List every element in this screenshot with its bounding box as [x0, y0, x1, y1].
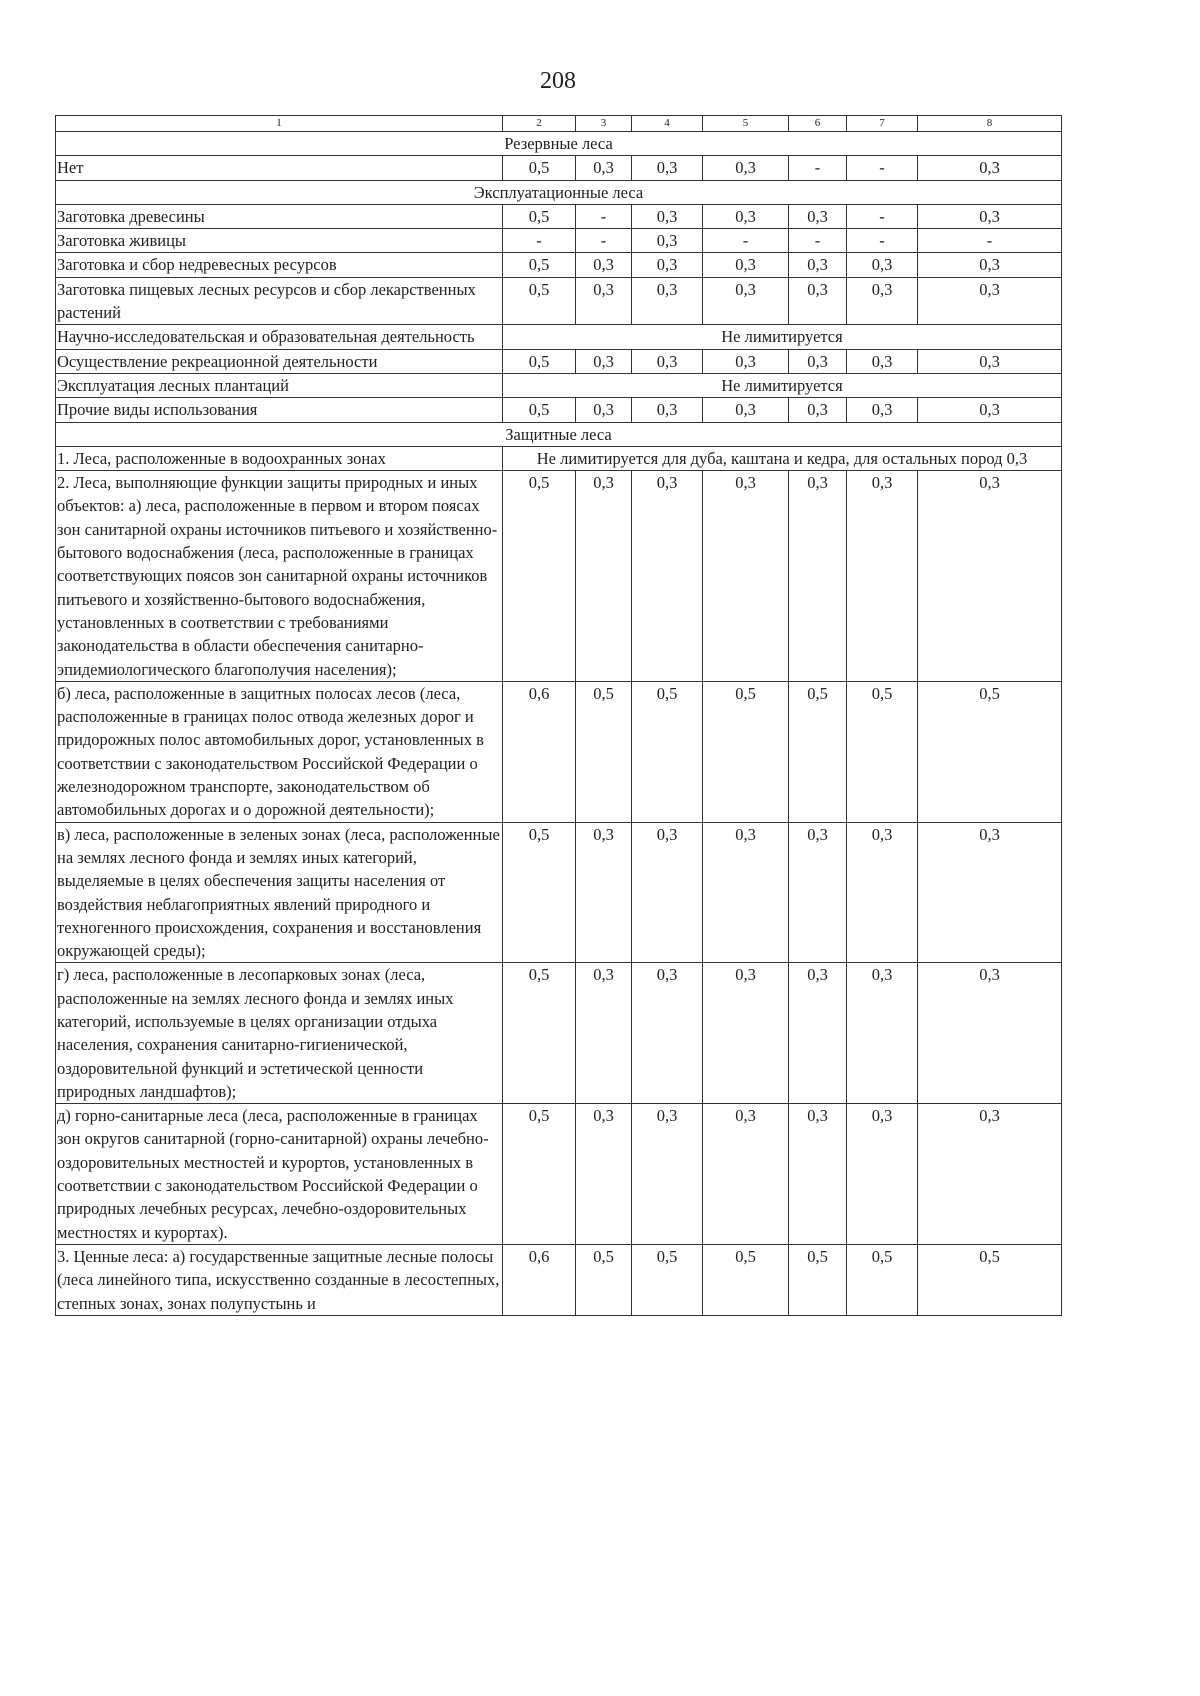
value-cell: 0,3	[703, 471, 789, 682]
section-row	[56, 132, 1062, 156]
value-cell: 0,3	[632, 398, 703, 422]
value-cell: 0,5	[503, 822, 576, 963]
row-label: Эксплуатация лесных плантаций	[56, 373, 503, 397]
value-cell: 0,5	[703, 681, 789, 822]
value-cell: 0,3	[576, 349, 632, 373]
value-cell: 0,3	[632, 349, 703, 373]
value-cell: -	[789, 229, 847, 253]
value-cell: 0,3	[632, 1104, 703, 1245]
row-label: Прочие виды использования	[56, 398, 503, 422]
value-cell: -	[789, 156, 847, 180]
table-row	[56, 349, 1062, 373]
row-label: Осуществление рекреационной деятельности	[56, 349, 503, 373]
column-number-cell: 8	[918, 116, 1062, 132]
value-cell: 0,5	[503, 204, 576, 228]
column-number-cell: 7	[847, 116, 918, 132]
value-cell: 0,3	[632, 277, 703, 325]
value-cell: 0,5	[503, 277, 576, 325]
value-cell: 0,3	[703, 156, 789, 180]
value-cell: 0,5	[503, 398, 576, 422]
section-title: Защитные леса	[56, 422, 1062, 446]
value-cell: 0,3	[789, 1104, 847, 1245]
row-label: 2. Леса, выполняющие функции защиты природных и иных объектов: а) леса, расположенные в первом и втором поясах зон санитарной охраны источников питьевого и хозяйственно-бытового водоснабжения (леса, расположенные в границах соответствующих поясов зон санитарной охраны источников питьевого и хозяйственно-бытового водоснабжения, установленных в соответствии с требованиями законодательства в области обеспечения санитарно-эпидемиологического благополучия населения);	[56, 471, 503, 682]
value-cell: 0,3	[918, 822, 1062, 963]
value-cell: 0,3	[789, 349, 847, 373]
table-row	[56, 446, 1062, 470]
value-cell: 0,5	[703, 1244, 789, 1315]
table-row	[56, 471, 1062, 682]
value-cell: 0,3	[703, 253, 789, 277]
value-cell: 0,3	[789, 277, 847, 325]
value-cell: 0,3	[847, 349, 918, 373]
value-cell: 0,3	[576, 1104, 632, 1245]
value-cell: -	[703, 229, 789, 253]
value-cell: 0,3	[847, 253, 918, 277]
value-cell: 0,5	[789, 1244, 847, 1315]
value-cell: 0,3	[632, 963, 703, 1104]
row-label: б) леса, расположенные в защитных полосах лесов (леса, расположенные в границах полос отвода железных дорог и придорожных полос автомобильных дорог, установленных в соответствии с законодательством Российской Федерации о железнодорожном транспорте, законодательством об автомобильных дорогах и о дорожной деятельности);	[56, 681, 503, 822]
value-cell: 0,5	[918, 1244, 1062, 1315]
value-cell: -	[847, 204, 918, 228]
value-cell: 0,3	[789, 963, 847, 1104]
table-row	[56, 1244, 1062, 1315]
value-cell: 0,5	[503, 471, 576, 682]
table-row	[56, 204, 1062, 228]
value-cell: 0,5	[503, 253, 576, 277]
table-row	[56, 229, 1062, 253]
row-label: 1. Леса, расположенные в водоохранных зонах	[56, 446, 503, 470]
value-cell: 0,5	[918, 681, 1062, 822]
section-title: Эксплуатационные леса	[56, 180, 1062, 204]
value-cell: 0,5	[503, 1104, 576, 1245]
value-cell: 0,3	[918, 349, 1062, 373]
merged-value-cell: Не лимитируется	[503, 373, 1062, 397]
table-row	[56, 373, 1062, 397]
value-cell: 0,3	[703, 349, 789, 373]
value-cell: 0,3	[847, 1104, 918, 1245]
row-label: Нет	[56, 156, 503, 180]
column-number-cell: 5	[703, 116, 789, 132]
table-row	[56, 253, 1062, 277]
value-cell: 0,3	[918, 277, 1062, 325]
row-label: Заготовка древесины	[56, 204, 503, 228]
value-cell: 0,3	[632, 822, 703, 963]
column-number-row	[56, 116, 1062, 132]
value-cell: 0,3	[918, 398, 1062, 422]
row-label: 3. Ценные леса: а) государственные защитные лесные полосы (леса линейного типа, искусственно созданные в лесостепных, степных зонах, зонах полупустынь и	[56, 1244, 503, 1315]
column-number-cell: 6	[789, 116, 847, 132]
value-cell: 0,3	[632, 229, 703, 253]
allowance-table	[55, 115, 1062, 1316]
column-number-cell: 3	[576, 116, 632, 132]
value-cell: 0,3	[918, 204, 1062, 228]
value-cell: 0,3	[632, 471, 703, 682]
value-cell: 0,6	[503, 1244, 576, 1315]
value-cell: 0,5	[847, 1244, 918, 1315]
value-cell: 0,5	[847, 681, 918, 822]
value-cell: 0,3	[576, 253, 632, 277]
section-row	[56, 422, 1062, 446]
row-label: г) леса, расположенные в лесопарковых зонах (леса, расположенные на землях лесного фонда и землях иных категорий, используемые в целях организации отдыха населения, сохранения санитарно-гигиенической, оздоровительной функций и эстетической ценности природных ландшафтов);	[56, 963, 503, 1104]
value-cell: 0,3	[632, 253, 703, 277]
merged-value-cell: Не лимитируется	[503, 325, 1062, 349]
value-cell: 0,3	[847, 471, 918, 682]
value-cell: 0,3	[918, 156, 1062, 180]
value-cell: 0,3	[847, 398, 918, 422]
value-cell: 0,5	[503, 156, 576, 180]
value-cell: 0,3	[918, 1104, 1062, 1245]
table-row	[56, 1104, 1062, 1245]
column-number-cell: 4	[632, 116, 703, 132]
value-cell: -	[576, 204, 632, 228]
column-number-cell: 2	[503, 116, 576, 132]
value-cell: -	[918, 229, 1062, 253]
value-cell: 0,3	[918, 471, 1062, 682]
value-cell: 0,3	[576, 277, 632, 325]
value-cell: 0,3	[703, 277, 789, 325]
value-cell: 0,5	[789, 681, 847, 822]
value-cell: 0,5	[503, 963, 576, 1104]
value-cell: 0,5	[503, 349, 576, 373]
value-cell: -	[847, 156, 918, 180]
value-cell: 0,3	[918, 253, 1062, 277]
value-cell: 0,3	[789, 471, 847, 682]
value-cell: 0,3	[703, 822, 789, 963]
value-cell: 0,3	[703, 204, 789, 228]
value-cell: 0,3	[576, 822, 632, 963]
value-cell: 0,3	[576, 963, 632, 1104]
value-cell: 0,3	[703, 398, 789, 422]
row-label: Заготовка пищевых лесных ресурсов и сбор лекарственных растений	[56, 277, 503, 325]
value-cell: 0,3	[918, 963, 1062, 1104]
merged-value-cell: Не лимитируется для дуба, каштана и кедра, для остальных пород 0,3	[503, 446, 1062, 470]
table-row	[56, 681, 1062, 822]
value-cell: 0,3	[789, 822, 847, 963]
value-cell: 0,3	[703, 1104, 789, 1245]
value-cell: 0,3	[632, 204, 703, 228]
row-label: Научно-исследовательская и образовательная деятельность	[56, 325, 503, 349]
value-cell: 0,3	[576, 471, 632, 682]
value-cell: 0,3	[847, 822, 918, 963]
value-cell: 0,3	[576, 398, 632, 422]
row-label: Заготовка и сбор недревесных ресурсов	[56, 253, 503, 277]
value-cell: 0,3	[576, 156, 632, 180]
table-row	[56, 398, 1062, 422]
value-cell: 0,6	[503, 681, 576, 822]
table-row	[56, 156, 1062, 180]
table-row	[56, 822, 1062, 963]
value-cell: 0,3	[789, 253, 847, 277]
row-label: Заготовка живицы	[56, 229, 503, 253]
value-cell: 0,5	[632, 681, 703, 822]
value-cell: 0,3	[632, 156, 703, 180]
column-number-cell: 1	[56, 116, 503, 132]
table-row	[56, 325, 1062, 349]
value-cell: 0,3	[847, 963, 918, 1104]
value-cell: 0,5	[576, 681, 632, 822]
value-cell: 0,3	[847, 277, 918, 325]
section-row	[56, 180, 1062, 204]
value-cell: 0,5	[632, 1244, 703, 1315]
section-title: Резервные леса	[56, 132, 1062, 156]
value-cell: 0,5	[576, 1244, 632, 1315]
value-cell: 0,3	[789, 204, 847, 228]
table-row	[56, 277, 1062, 325]
table-row	[56, 963, 1062, 1104]
value-cell: 0,3	[703, 963, 789, 1104]
row-label: в) леса, расположенные в зеленых зонах (леса, расположенные на землях лесного фонда и землях иных категорий, выделяемые в целях обеспечения защиты населения от воздействия неблагоприятных явлений природного и техногенного происхождения, сохранения и восстановления окружающей среды);	[56, 822, 503, 963]
row-label: д) горно-санитарные леса (леса, расположенные в границах зон округов санитарной (горно-санитарной) охраны лечебно-оздоровительных местностей и курортов, установленных в соответствии с законодательством Российской Федерации о природных лечебных ресурсах, лечебно-оздоровительных местностях и курортах).	[56, 1104, 503, 1245]
value-cell: -	[847, 229, 918, 253]
value-cell: 0,3	[789, 398, 847, 422]
page-number: 208	[540, 68, 576, 94]
value-cell: -	[576, 229, 632, 253]
value-cell: -	[503, 229, 576, 253]
